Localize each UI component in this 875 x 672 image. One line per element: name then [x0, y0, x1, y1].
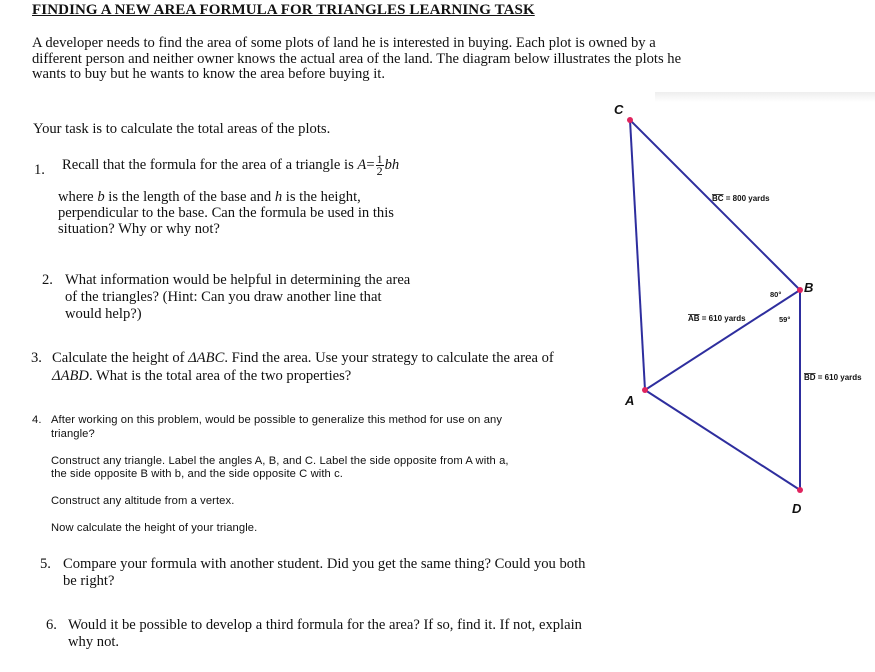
fraction-numerator: 1	[376, 152, 383, 166]
q1-lead-text: Recall that the formula for the area of a triangle is	[62, 156, 354, 173]
bd-segment: BD	[804, 373, 816, 382]
triangle-abc: ΔABC	[188, 350, 225, 366]
side-ad	[645, 390, 800, 490]
label-bc-length	[712, 194, 770, 203]
q3-line2-post: . What is the total area of the two properties?	[88, 368, 352, 384]
q4-line-1: After working on this problem, would be possible to generalize this method for use on any	[51, 414, 503, 426]
vertex-b	[797, 287, 803, 293]
vertex-d	[797, 487, 803, 493]
q2-line-2: of the triangles? (Hint: Can you draw another line that	[65, 289, 382, 305]
q4-line-2: triangle?	[51, 428, 95, 440]
label-c: C	[614, 102, 624, 117]
q4-sub1-line-1: Construct any triangle. Label the angles A, B, and C. Label the side opposite from A with a,	[51, 455, 509, 467]
angle-80: 80°	[770, 290, 782, 299]
triangle-abd: ΔABD	[52, 368, 89, 384]
formula-a: A	[357, 156, 367, 173]
label-ab-length	[688, 314, 746, 323]
q2-number: 2.	[42, 272, 53, 288]
formula-bh: bh	[384, 156, 400, 173]
q1-post: is the height,	[285, 189, 361, 205]
q1-line-3: perpendicular to the base. Can the formula be used in this	[58, 205, 394, 221]
label-bd-length	[804, 373, 862, 382]
task-statement: Your task is to calculate the total areas of the plots.	[33, 121, 331, 137]
fraction-denominator: 2	[376, 164, 383, 178]
q2-line-3: would help?)	[65, 306, 142, 322]
q3-number: 3.	[31, 350, 42, 366]
bc-segment: BC	[712, 194, 724, 203]
q4-sub3: Now calculate the height of your triangle.	[51, 522, 258, 534]
label-b: B	[804, 280, 814, 295]
q6-number: 6.	[46, 617, 57, 633]
q3-pre: Calculate the height of	[52, 350, 185, 366]
ab-segment: AB	[688, 314, 700, 323]
q1-mid: is the length of the base and	[108, 189, 272, 205]
q6-line-1: Would it be possible to develop a third formula for the area? If so, find it. If not, explain	[68, 617, 582, 633]
angle-59: 59°	[779, 315, 791, 324]
q1-var-h: h	[274, 189, 283, 205]
q5-line-1: Compare your formula with another student. Did you get the same thing? Could you both	[63, 556, 586, 572]
q4-sub2: Construct any altitude from a vertex.	[51, 495, 235, 507]
q2-line-1: What information would be helpful in determining the area	[65, 272, 411, 288]
side-ca	[630, 120, 645, 390]
q1-var-b: b	[97, 189, 105, 205]
q3-post: . Find the area. Use your strategy to calculate the area of	[224, 350, 554, 366]
formula-eq: =	[366, 156, 375, 173]
page-title: FINDING A NEW AREA FORMULA FOR TRIANGLES LEARNING TASK	[32, 2, 535, 18]
q1-where: where	[58, 189, 94, 205]
q1-line-4: situation? Why or why not?	[58, 221, 220, 237]
label-a: A	[625, 393, 635, 408]
side-cb	[630, 120, 800, 290]
q5-line-2: be right?	[63, 573, 115, 589]
vertex-c	[627, 117, 633, 123]
q1-number: 1.	[34, 162, 45, 178]
vertex-a	[642, 387, 648, 393]
q4-number: 4.	[32, 414, 42, 426]
label-d: D	[792, 501, 802, 516]
side-ab	[645, 290, 800, 390]
q6-line-2: why not.	[68, 634, 120, 650]
bd-length: = 610 yards	[815, 373, 862, 382]
ab-length: = 610 yards	[699, 314, 746, 323]
intro-paragraph: A developer needs to find the area of some plots of land he is interested in buying. Each plot is owned by a different person and neither owner knows the actual area of the land. The diagram below illustrates the plots he wants to buy but he wants to know the area before buying it.	[32, 35, 682, 83]
q5-number: 5.	[40, 556, 51, 572]
bc-length: = 800 yards	[723, 194, 770, 203]
q4-sub1-line-2: the side opposite B with b, and the side opposite C with c.	[51, 468, 343, 480]
